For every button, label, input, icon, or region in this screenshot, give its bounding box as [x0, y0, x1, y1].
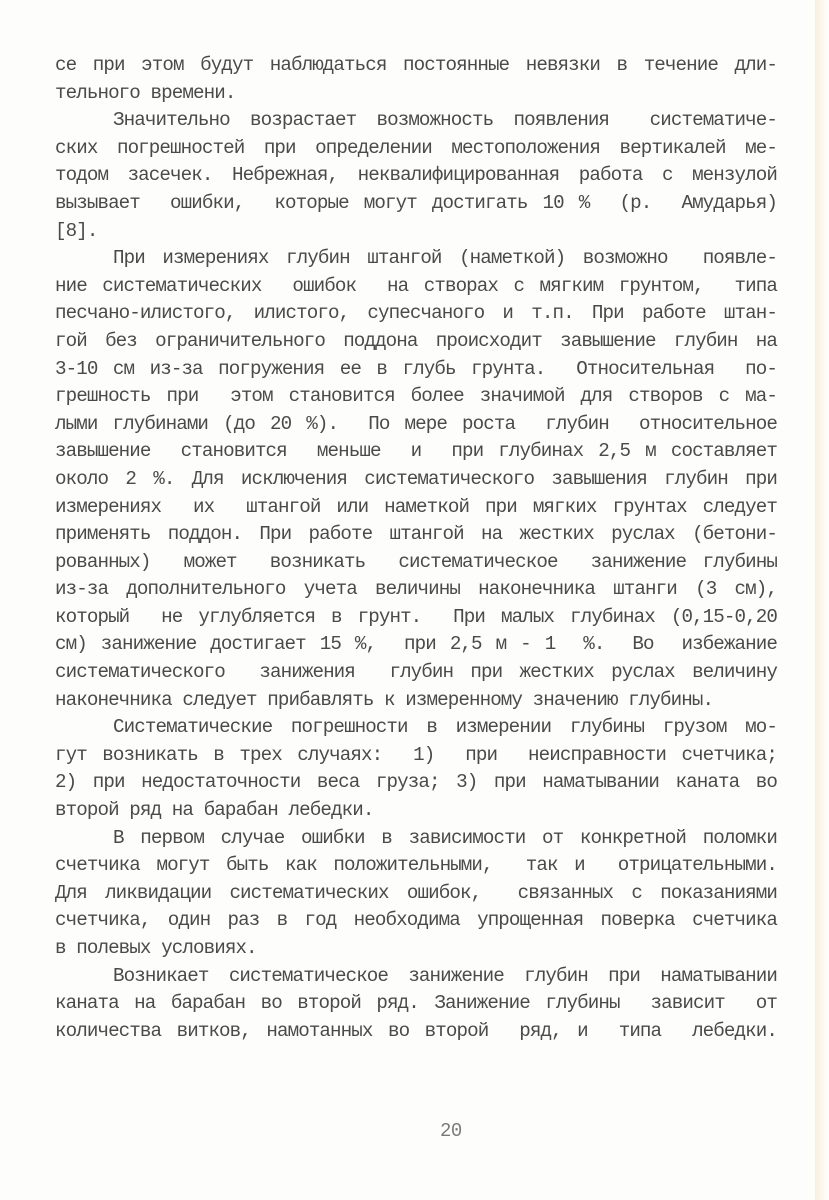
text-line: применять поддон. При работе штангой на жестких руслах (бетони-: [55, 523, 777, 546]
text-line: 3-10 см из-за погружения ее в глубь грунта. Относительная по-: [55, 357, 777, 380]
scan-edge: [815, 0, 829, 1200]
text-line: ских погрешностей при определении местоположения вертикалей ме-: [55, 136, 777, 159]
text-line: вызывает ошибки, которые могут достигать 10 % (р. Амударья): [55, 191, 777, 214]
paragraph: [55, 52, 777, 107]
text-line: тельного времени.: [55, 81, 236, 104]
text-line: систематического занижения глубин при жестких руслах величину: [55, 661, 777, 684]
paragraph: [55, 107, 777, 245]
text-line: В первом случае ошибки в зависимости от конкретной поломки: [113, 826, 777, 849]
text-line: тодом засечек. Небрежная, неквалифицированная работа с мензулой: [55, 164, 777, 187]
text-line: количества витков, намотанных во второй ряд, и типа лебедки.: [55, 1019, 777, 1042]
paragraph: [55, 245, 777, 714]
text-line: около 2 %. Для исключения систематического завышения глубин при: [55, 467, 777, 490]
text-line: из-за дополнительного учета величины наконечника штанги (3 см),: [55, 578, 777, 601]
text-line: [8].: [55, 219, 98, 242]
text-line: Для ликвидации систематических ошибок, связанных с показаниями: [55, 881, 777, 904]
text-line: Систематические погрешности в измерении глубины грузом мо-: [113, 716, 777, 739]
text-line: каната на барабан во второй ряд. Занижение глубины зависит от: [55, 992, 777, 1015]
paragraph: [55, 963, 777, 1046]
text-line: лыми глубинами (до 20 %). По мере роста глубин относительное: [55, 412, 777, 435]
text-line: песчано-илистого, илистого, супесчаного и т.п. При работе штан-: [55, 302, 777, 325]
text-line: При измерениях глубин штангой (наметкой) возможно появле-: [113, 247, 777, 270]
paragraph: [55, 714, 777, 824]
text-line: который не углубляется в грунт. При малых глубинах (0,15-0,20: [55, 605, 777, 628]
page-number: 20: [440, 1120, 462, 1142]
text-line: в полевых условиях.: [55, 937, 257, 959]
text-line: ние систематических ошибок на створах с мягким грунтом, типа: [55, 274, 777, 297]
paragraph: [55, 825, 777, 963]
text-line: рованных) может возникать систематическое занижение глубины: [55, 550, 777, 573]
text-line: счетчика, один раз в год необходима упрощенная поверка счетчика: [55, 909, 777, 932]
text-line: се при этом будут наблюдаться постоянные невязки в течение дли-: [55, 54, 777, 76]
text-line: гут возникать в трех случаях: 1) при неисправности счетчика;: [55, 743, 777, 766]
text-line: Возникает систематическое занижение глубин при наматывании: [113, 964, 777, 987]
text-line: грешность при этом становится более значимой для створов с ма-: [55, 385, 777, 408]
text-line: второй ряд на барабан лебедки.: [55, 799, 374, 822]
text-line: гой без ограничительного поддона происходит завышение глубин на: [55, 329, 777, 352]
text-line: наконечника следует прибавлять к измеренному значению глубины.: [55, 688, 714, 711]
text-line: 2) при недостаточности веса груза; 3) при наматывании каната во: [55, 771, 777, 794]
text-line: завышение становится меньше и при глубинах 2,5 м составляет: [55, 440, 777, 463]
text-line: Значительно возрастает возможность появления систематиче-: [113, 109, 777, 132]
text-line: счетчика могут быть как положительными, так и отрицательными.: [55, 854, 777, 877]
body-text: [55, 52, 777, 1045]
text-line: см) занижение достигает 15 %, при 2,5 м - 1 %. Во избежание: [55, 633, 777, 656]
text-line: измерениях их штангой или наметкой при мягких грунтах следует: [55, 495, 777, 518]
